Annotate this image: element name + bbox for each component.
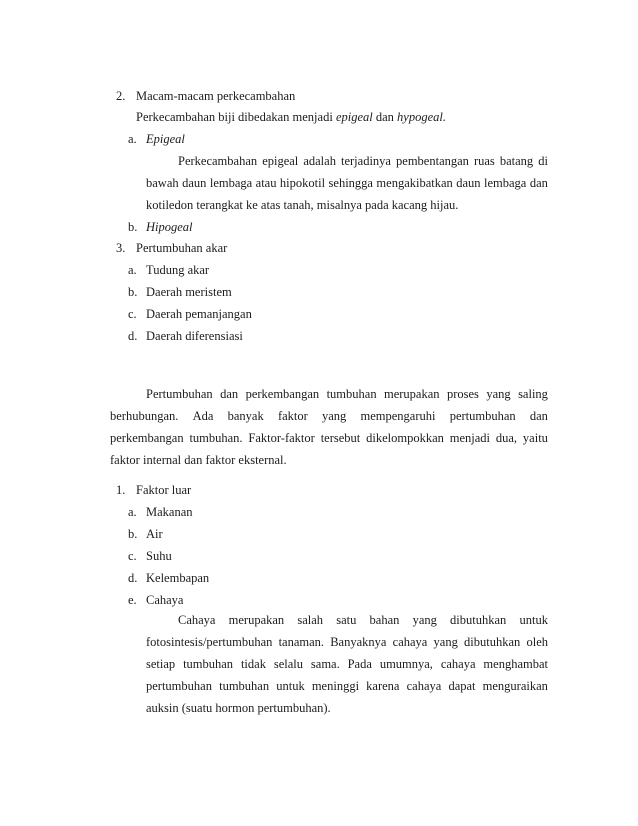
epigeal-paragraph-line-1: Perkecambahan epigeal adalah terjadinya pembentangan ruas batang di (178, 154, 548, 168)
list-marker: 2. (116, 89, 126, 103)
list-item: a. Makanan (128, 505, 193, 519)
term-epigeal: epigeal (335, 110, 373, 124)
cahaya-paragraph-line-5: auksin (suatu hormon pertumbuhan). (146, 701, 331, 715)
list-item: c. Suhu (128, 549, 172, 563)
list-item: a. Tudung akar (128, 263, 210, 277)
list-marker: a. (128, 132, 137, 146)
list-marker: 3. (116, 241, 126, 255)
list-item: d. Daerah diferensiasi (128, 329, 243, 343)
paragraph-line-3: perkembangan tumbuhan. Faktor-faktor tersebut dikelompokkan menjadi dua, yaitu (110, 431, 548, 445)
paragraph-line-4: faktor internal dan faktor eksternal. (110, 453, 287, 467)
list-marker: 1. (116, 483, 126, 497)
subitem-hipogeal (128, 219, 193, 235)
subitem-epigeal (128, 131, 185, 147)
section-3-heading (116, 240, 227, 256)
cahaya-paragraph-line-4: pertumbuhan tumbuhan untuk meninggi karena cahaya dapat menguraikan (146, 679, 548, 693)
list-item: b. Air (128, 527, 163, 541)
section-2-intro: Perkecambahan biji dibedakan menjadi epigeal dan hypogeal. (136, 110, 446, 124)
cahaya-paragraph-line-2: fotosintesis/pertumbuhan tanaman. Banyaknya cahaya yang dibutuhkan oleh (146, 635, 548, 649)
epigeal-paragraph-line-3: kotiledon terangkat ke atas tanah, misalnya pada kacang hijau. (146, 198, 459, 212)
section-3-title: Pertumbuhan akar (136, 241, 228, 255)
list-item: e. Cahaya (128, 593, 184, 607)
epigeal-paragraph-line-2: bawah daun lembaga atau hipokotil sehingga mengakibatkan daun lembaga dan (146, 176, 548, 190)
section-2-heading (116, 88, 295, 104)
paragraph-line-1: Pertumbuhan dan perkembangan tumbuhan merupakan proses yang saling (146, 387, 548, 401)
section-2-title: Macam-macam perkecambahan (136, 89, 296, 103)
factor-title: Faktor luar (136, 483, 192, 497)
term-hypogeal: hypogeal. (397, 110, 446, 124)
subitem-title: Epigeal (146, 132, 185, 146)
list-item: d. Kelembapan (128, 571, 210, 585)
cahaya-paragraph-line-3: setiap tumbuhan tidak selalu sama. Pada umumnya, cahaya menghambat (146, 657, 548, 671)
paragraph-line-2: berhubungan. Ada banyak faktor yang mempengaruhi pertumbuhan dan (110, 409, 548, 423)
list-item: b. Daerah meristem (128, 285, 232, 299)
cahaya-paragraph-line-1: Cahaya merupakan salah satu bahan yang dibutuhkan untuk (178, 613, 548, 627)
list-marker: b. (128, 220, 138, 234)
list-item: c. Daerah pemanjangan (128, 307, 252, 321)
subitem-title: Hipogeal (146, 220, 193, 234)
factor-heading (116, 482, 191, 498)
